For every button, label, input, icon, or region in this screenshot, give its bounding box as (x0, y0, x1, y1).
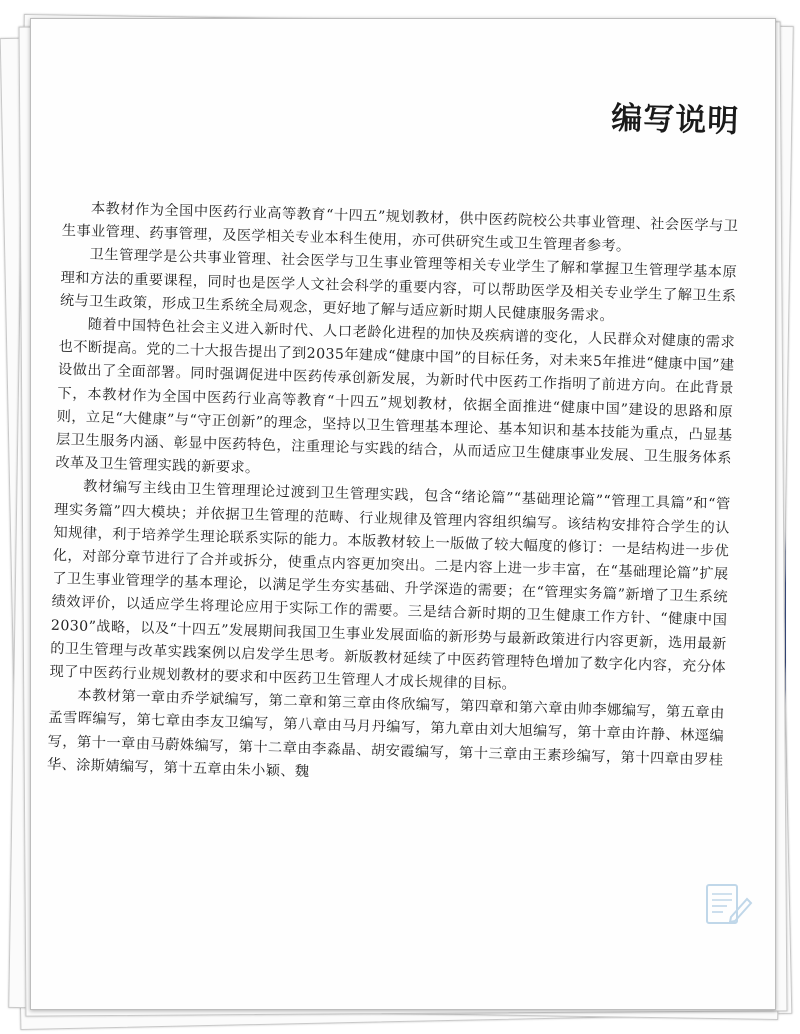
notepad-pencil-icon (701, 877, 753, 929)
paragraph: 教材编写主线由卫生管理理论过渡到卫生管理实践，包含“绪论篇”“基础理论篇”“管理工具篇”和“管理实务篇”四大模块；并依据卫生管理的范畴、行业规律及管理内容组织编写。该结构安排符合学生的认知规律，利于培养学生理论联系实际的能力。本版教材较上一版做了较大幅度的修订：一是结构进一步优化，对部分章节进行了合并或拆分，使重点内容更加突出。二是内容上进一步丰富，在“基础理论篇”扩展了卫生事业管理学的基本理论，以满足学生夯实基础、升学深造的需要；在“管理实务篇”新增了卫生系统绩效评价，以适应学生将理论应用于实际工作的需要。三是结合新时期的卫生健康工作方针、“健康中国2030”战略，以及“十四五”发展期间我国卫生事业发展面临的新形势与最新政策进行内容更新，选用最新的卫生管理与改革实践案例以启发学生思考。新版教材延续了中医药管理特色增加了数字化内容，充分体现了中医药行业规划教材的要求和中医药卫生管理人才成长规律的目标。 (49, 479, 731, 693)
page-content (46, 49, 743, 780)
document-page (30, 18, 776, 1010)
paragraph: 随着中国特色社会主义进入新时代、人口老龄化进程的加快及疾病谱的变化，人民群众对健康的需求也不断提高。党的二十大报告提出了到2035年建成“健康中国”的目标任务，对未来5年推进“健康中国”建设做出了全面部署。同时强调促进中医药传承创新发展，为新时代中医药工作指明了前进方向。在此背景下，本教材作为全国中医药行业高等教育“十四五”规划教材，依据全面推进“健康中国”建设的思路和原则，立足“大健康”与“守正创新”的理念，坚持以卫生管理基本理论、基本知识和基本技能为重点，凸显基层卫生服务内涵、彰显中医药特色，注重理论与实践的结合，从而适应卫生健康事业发展、卫生服务体系改革及卫生管理实践的新要求。 (55, 316, 736, 477)
paragraph: 本教材作为全国中医药行业高等教育“十四五”规划教材，供中医药院校公共事业管理、社会医学与卫生事业管理、药事管理，及医学相关专业本科生使用，亦可供研究生或卫生管理者参考。 (61, 200, 739, 256)
page-title: 编写说明 (610, 100, 740, 140)
body-text (47, 197, 739, 796)
paragraph: 卫生管理学是公共事业管理、社会医学与卫生事业管理等相关专业学生了解和掌握卫生管理学基本原理和方法的重要课程，同时也是医学人文社会科学的重要内容，可以帮助医学及相关专业学生了解卫生系统与卫生政策，形成卫生系统全局观念，更好地了解与适应新时期人民健康服务需求。 (59, 247, 738, 325)
paragraph: 本教材第一章由乔学斌编写，第二章和第三章由佟欣编写，第四章和第六章由帅李娜编写，第五章由孟雪晖编写，第七章由李友卫编写，第八章由马月丹编写，第九章由刘大旭编写，第十章由许静、林逕编写，第十一章由马蔚姝编写，第十二章由李淼晶、胡安霞编写，第十三章由王素珍编写，第十四章由罗桂华、涂斯婧编写，第十五章由朱小颖、魏 (46, 687, 725, 780)
